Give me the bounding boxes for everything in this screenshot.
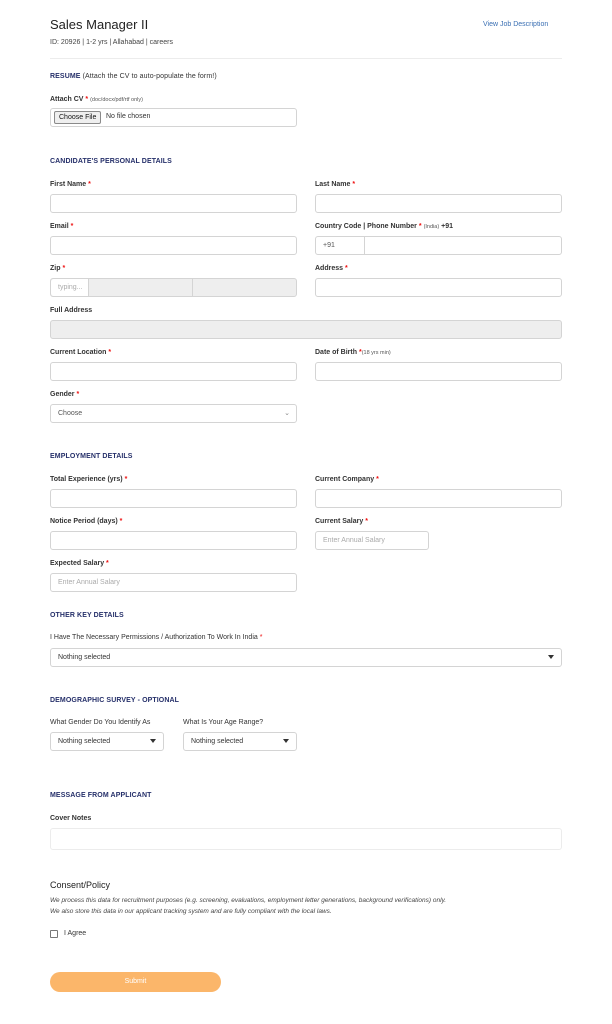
- gender-identity-select[interactable]: [50, 732, 164, 751]
- expected-salary-label-text: Expected Salary: [50, 560, 105, 567]
- authorization-select-value: Nothing selected: [58, 654, 111, 661]
- zip-input[interactable]: typing...: [51, 279, 88, 296]
- gender-identity-label: What Gender Do You Identify As: [50, 719, 151, 726]
- phone-label-text: Country Code | Phone Number: [315, 223, 417, 230]
- demographic-survey-heading: DEMOGRAPHIC SURVEY - OPTIONAL: [50, 697, 180, 704]
- current-company-label-text: Current Company: [315, 476, 375, 483]
- consent-line-1: We process this data for recruitment purposes (e.g. screening, evaluations, employment letter generations, background verifications) only.: [50, 897, 447, 904]
- required-mark: *: [365, 518, 368, 525]
- required-mark: *: [70, 223, 74, 230]
- email-input[interactable]: [50, 236, 297, 255]
- last-name-label: [315, 181, 355, 188]
- address-input[interactable]: [315, 278, 562, 297]
- total-experience-input[interactable]: [50, 489, 297, 508]
- first-name-label: [50, 181, 91, 188]
- required-mark: *: [106, 560, 109, 567]
- personal-details-heading: CANDIDATE'S PERSONAL DETAILS: [50, 158, 172, 165]
- required-mark: *: [88, 181, 91, 188]
- required-mark: *: [344, 265, 348, 272]
- phone-label: [315, 223, 453, 230]
- caret-down-icon: [548, 655, 554, 659]
- cover-notes-textarea[interactable]: [50, 828, 562, 850]
- page-title: Sales Manager II: [50, 17, 149, 32]
- email-label-text: Email: [50, 223, 69, 230]
- required-mark: *: [259, 634, 263, 641]
- submit-button[interactable]: Submit: [50, 972, 221, 992]
- view-job-description-link[interactable]: View Job Description: [483, 21, 549, 28]
- notice-period-input[interactable]: [50, 531, 297, 550]
- current-company-input[interactable]: [315, 489, 562, 508]
- age-range-select[interactable]: [183, 732, 297, 751]
- required-mark: *: [124, 476, 128, 483]
- current-location-label: [50, 349, 111, 356]
- current-location-input[interactable]: [50, 362, 297, 381]
- gender-label-text: Gender: [50, 391, 75, 398]
- resume-heading-text: RESUME: [50, 73, 81, 80]
- required-mark: *: [85, 96, 89, 103]
- address-label: [315, 265, 348, 272]
- age-range-select-value: Nothing selected: [191, 738, 244, 745]
- current-salary-label-text: Current Salary: [315, 518, 364, 525]
- authorization-label: [50, 634, 262, 641]
- notice-period-label-text: Notice Period (days): [50, 518, 118, 525]
- gender-identity-select-value: Nothing selected: [58, 738, 111, 745]
- zip-state-field: [192, 279, 193, 296]
- zip-input-group: [50, 278, 297, 297]
- total-experience-label-text: Total Experience (yrs): [50, 476, 123, 483]
- last-name-label-text: Last Name: [315, 181, 351, 188]
- gender-select[interactable]: [50, 404, 297, 423]
- dob-input[interactable]: [315, 362, 562, 381]
- chevron-down-icon: ⌄: [284, 410, 290, 417]
- required-mark: *: [108, 349, 112, 356]
- attach-cv-label-text: Attach CV: [50, 96, 84, 103]
- other-key-details-heading: OTHER KEY DETAILS: [50, 612, 124, 619]
- message-heading: MESSAGE FROM APPLICANT: [50, 792, 152, 799]
- consent-title: Consent/Policy: [50, 880, 111, 890]
- country-code-input[interactable]: +91: [323, 242, 335, 249]
- first-name-input[interactable]: [50, 194, 297, 213]
- required-mark: *: [352, 181, 356, 188]
- phone-hint: (India): [423, 224, 440, 230]
- dob-label-text: Date of Birth: [315, 349, 357, 356]
- employment-details-heading: EMPLOYMENT DETAILS: [50, 453, 133, 460]
- dob-label: [315, 349, 391, 356]
- current-salary-input[interactable]: Enter Annual Salary: [315, 531, 429, 550]
- zip-label: [50, 265, 65, 272]
- job-meta: ID: 20926 | 1-2 yrs | Allahabad | careers: [50, 39, 173, 46]
- cv-file-input[interactable]: [50, 108, 297, 127]
- expected-salary-input[interactable]: Enter Annual Salary: [50, 573, 297, 592]
- email-label: [50, 223, 73, 230]
- divider: [50, 58, 562, 59]
- current-company-label: [315, 476, 379, 483]
- required-mark: *: [418, 223, 422, 230]
- caret-down-icon: [150, 739, 156, 743]
- attach-cv-hint: (doc/docx/pdf/rtf only): [90, 97, 143, 103]
- authorization-select[interactable]: [50, 648, 562, 667]
- no-file-text: No file chosen: [106, 113, 151, 120]
- phone-number-input[interactable]: [364, 237, 365, 254]
- required-mark: *: [119, 518, 123, 525]
- required-mark: *: [376, 476, 379, 483]
- resume-heading: [50, 73, 217, 80]
- age-range-label: What Is Your Age Range?: [183, 719, 264, 726]
- current-salary-label: [315, 518, 368, 525]
- first-name-label-text: First Name: [50, 181, 87, 188]
- attach-cv-label: [50, 96, 143, 103]
- expected-salary-label: [50, 560, 109, 567]
- required-mark: *: [76, 391, 80, 398]
- total-experience-label: [50, 476, 127, 483]
- choose-file-button[interactable]: Choose File: [54, 111, 101, 124]
- zip-label-text: Zip: [50, 265, 61, 272]
- phone-input-group: [315, 236, 562, 255]
- consent-line-2: We also store this data in our applicant tracking system and are fully compliant with the local laws.: [50, 908, 332, 915]
- phone-suffix: +91: [441, 223, 453, 230]
- consent-text: [50, 895, 570, 917]
- gender-select-value: Choose: [58, 410, 83, 417]
- dob-hint: (18 yrs min): [361, 350, 391, 356]
- last-name-input[interactable]: [315, 194, 562, 213]
- required-mark: *: [62, 265, 66, 272]
- gender-label: [50, 391, 79, 398]
- authorization-label-text: I Have The Necessary Permissions / Authorization To Work In India: [50, 634, 258, 641]
- full-address-label: Full Address: [50, 307, 93, 314]
- agree-checkbox[interactable]: [50, 930, 58, 938]
- agree-label: I Agree: [64, 930, 87, 937]
- notice-period-label: [50, 518, 122, 525]
- current-location-label-text: Current Location: [50, 349, 107, 356]
- address-label-text: Address: [315, 265, 344, 272]
- required-mark: *: [358, 349, 362, 356]
- cover-notes-label: Cover Notes: [50, 815, 92, 822]
- caret-down-icon: [283, 739, 289, 743]
- resume-note: (Attach the CV to auto-populate the form!): [82, 73, 217, 80]
- zip-city-field: [88, 279, 89, 296]
- full-address-field: [50, 320, 562, 339]
